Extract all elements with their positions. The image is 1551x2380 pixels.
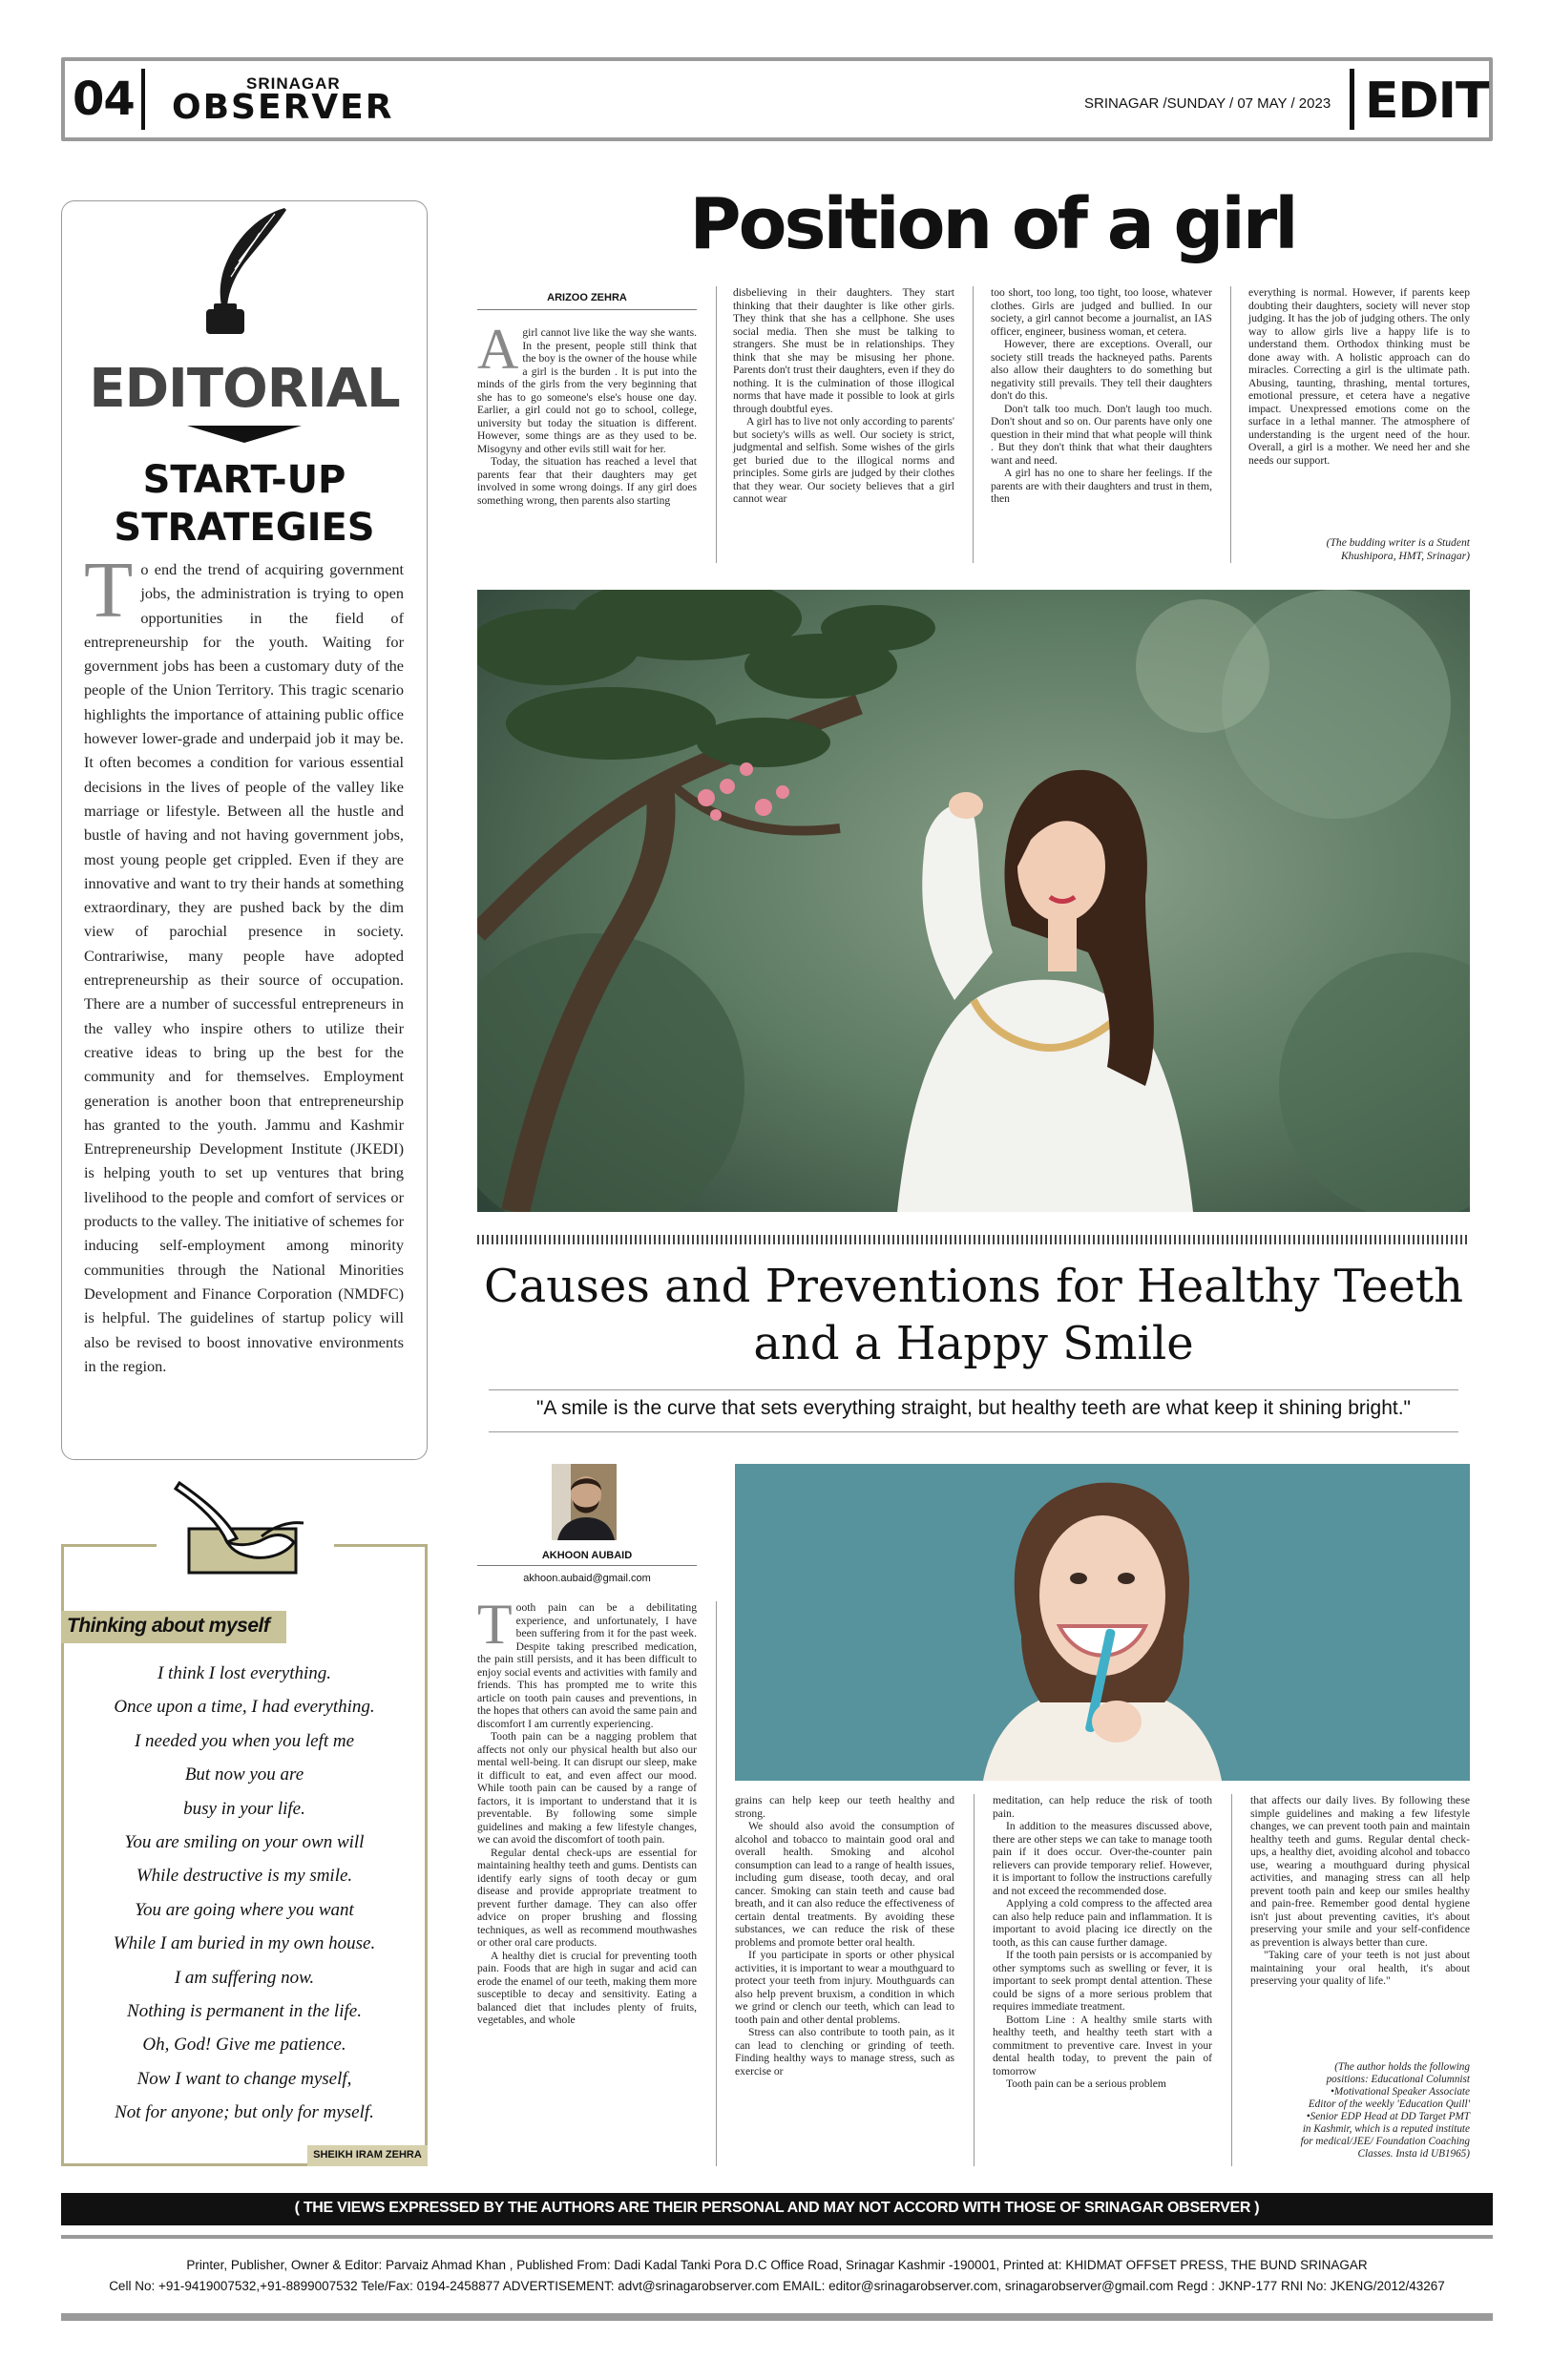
dateline: SRINAGAR /SUNDAY / 07 MAY / 2023 bbox=[1084, 95, 1331, 112]
girl-photo bbox=[477, 590, 1470, 1212]
poem-line: While destructive is my smile. bbox=[136, 1866, 353, 1887]
section-divider bbox=[477, 1235, 1470, 1244]
author-credit bbox=[1248, 536, 1470, 562]
article-headline: Position of a girl bbox=[689, 183, 1296, 265]
poem-title: Thinking about myself bbox=[67, 1615, 270, 1637]
poem-line: Nothing is permanent in the life. bbox=[127, 2001, 362, 2022]
column-rule bbox=[1230, 286, 1231, 563]
column-rule bbox=[716, 286, 717, 563]
paragraph: disbelieving in their daughters. They start thinking that their daughter is like other girls. They think that she has a cellphone. She uses social media. Then she must be talking to strangers. She must be in relationships. They think that she may be misusing her phone. Parents don't trust their daughters, even if they do nothing. It is the culmination of those illogical norms that have made it possible to look at girls through doubtful eyes. bbox=[733, 286, 954, 415]
pull-quote: "A smile is the curve that sets everything straight, but healthy teeth are what keep it shining bright." bbox=[535, 1397, 1412, 1419]
credit-line: positions: Educational Columnist bbox=[1326, 2074, 1470, 2085]
paragraph: If you participate in sports or other physical activities, it is important to wear a mouthguard to protect your teeth from injury. Mouthguards can also help prevent bruxism, a condition in which we grind or clench our teeth, which can lead to tooth pain and other dental problems. bbox=[735, 1949, 954, 2026]
column-rule bbox=[973, 286, 974, 563]
paragraph: Applying a cold compress to the affected area can also help reduce pain and inflammation. It is important to avoid placing ice directly on the tooth, as this can cause further damage. bbox=[993, 1897, 1212, 1949]
paragraph: Stress can also contribute to tooth pain, as it can lead to clenching or grinding of teeth. Finding healthy ways to manage stress, such as exercise or bbox=[735, 2026, 954, 2077]
byline-rule bbox=[477, 1565, 697, 1566]
article-headline bbox=[477, 1258, 1470, 1372]
poem-author: SHEIKH IRAM ZEHRA bbox=[313, 2149, 422, 2161]
girl-illustration bbox=[477, 590, 1470, 1212]
paragraph: grains can help keep our teeth healthy and strong. bbox=[735, 1794, 954, 1820]
byline: AKHOON AUBAID bbox=[541, 1550, 633, 1561]
credit-line: Khushipora, HMT, Srinagar) bbox=[1340, 549, 1470, 562]
editorial-text: o end the trend of acquiring government jobs, the administration is trying to open opportunities in the field of entrepreneurship for the youth. Waiting for government jobs has been a customary duty of the people of the Union Territory. This tragic scenario highlights the importance of attaining public office however lower-grade and underpaid job it may be. It often becomes a condition for various essential decisions in the lives of people of the valley like marriage or lifestyle. Between all the hustle and bustle of having and not having government jobs, most young people get crippled. Even if they are innovative and want to try their hands at something extraordinary, they are pushed back by the dim view of parochial presence in society. Contrariwise, many people have adopted entrepreneurship as their source of occupation. There are a number of successful entrepreneurs in the valley who inspire others to utilize their creative ideas to bring up the best for the community and for themselves. Employment generation is another boon that entrepreneurship has granted to the youth. Jammu and Kashmir Entrepreneurship Development Institute (JKEDI) is helping youth to set up ventures that bring livelihood to the people and comfort of services or products to the valley. The initiative of schemes for inducing self-employment among minority communities through the National Minorities Development and Finance Corporation (NMDFC) is helpful. The guidelines of startup policy will also be revised to boost innovative environments in the region. bbox=[84, 560, 404, 1375]
paragraph: Bottom Line : A healthy smile starts with healthy teeth, and healthy teeth start with a commitment to preventive care. Invest in your dental health today, to prevent the pain of tomorrow bbox=[993, 2013, 1212, 2077]
editorial-title-line: START-UP bbox=[142, 458, 346, 502]
paragraph: In addition to the measures discussed above, there are other steps we can take to manage tooth pain if it does occur. Over-the-counter pain relievers can provide temporary relief. However, it is important to follow the instructions carefully and not exceed the recommended dose. bbox=[993, 1820, 1212, 1897]
article-column bbox=[993, 1794, 1212, 2091]
column-rule bbox=[974, 1794, 975, 2166]
paragraph: everything is normal. However, if parents keep doubting their daughters, society will never stop judging. It has the job of judging others. The only way to allow girls live a happy life is to understand them. Orthodox thinking must be done away with. A holistic approach can do miracles. Correcting a girl is the ultimate path. Abusing, taunting, thrashing, mental tortures, emotional pressure, et cetera have a negative impact. Unexpressed emotions come on the surface in a lethal manner. The atmosphere of understanding is the urgent need of the hour. Overall, a girl is a mother. We need her and she needs our support. bbox=[1248, 286, 1470, 467]
paragraph: Tooth pain can be a nagging problem that affects not only our physical health but also our mental well-being. It can disrupt our sleep, make it difficult to eat, and even affect our mood. While tooth pain can be caused by a range of factors, it is important to understand that it is preventable. By following some simple guidelines and making a few lifestyle changes, we can avoid the discomfort of tooth pain. bbox=[477, 1730, 697, 1846]
editorial-title bbox=[61, 456, 428, 552]
poem-line: Oh, God! Give me patience. bbox=[142, 2035, 346, 2056]
avatar bbox=[552, 1464, 617, 1540]
poem-line: You are smiling on your own will bbox=[124, 1832, 365, 1853]
article-column bbox=[991, 286, 1212, 506]
footer-rule bbox=[61, 2235, 1493, 2239]
byline-rule bbox=[477, 309, 697, 310]
editorial-label: EDITORIAL bbox=[89, 358, 400, 420]
quill-ink-icon bbox=[172, 202, 305, 336]
down-arrow-icon bbox=[187, 422, 302, 445]
poem-line: Now I want to change myself, bbox=[136, 2068, 352, 2089]
article-column bbox=[735, 1794, 954, 2077]
article-column bbox=[477, 318, 697, 507]
column-rule bbox=[1231, 1794, 1232, 2166]
credit-line: for medical/JEE/ Foundation Coaching bbox=[1300, 2136, 1470, 2147]
poem-line: But now you are bbox=[184, 1764, 304, 1785]
section-label: EDIT bbox=[1365, 73, 1489, 130]
paragraph: ooth pain can be a debilitating experience, and unfortunately, I have been suffering from it for the past week. Despite taking prescribed medication, the pain still persists, and it has been difficult to enjoy social events and activities with family and friends. This has prompted me to write this article on tooth pain causes and preventions, in the hopes that others can avoid the same pain and discomfort I am currently experiencing. bbox=[477, 1601, 697, 1730]
masthead-divider bbox=[1350, 69, 1354, 130]
imprint-line: Printer, Publisher, Owner & Editor: Parvaiz Ahmad Khan , Published From: Dadi Kadal Tanki Pora D.C Office Road, Srinagar Kashmir -190001, Printed at: KHIDMAT OFFSET PRESS, THE BUND SRINAGAR bbox=[186, 2258, 1368, 2272]
headline-line: and a Happy Smile bbox=[753, 1317, 1194, 1370]
disclaimer-text: ( THE VIEWS EXPRESSED BY THE AUTHORS ARE THEIR PERSONAL AND MAY NOT ACCORD WITH THOSE OF SRINAGAR OBSERVER ) bbox=[294, 2200, 1260, 2216]
brand-top: SRINAGAR bbox=[246, 74, 341, 93]
paragraph: girl cannot live like the way she wants. In the present, people still think that the boy is the owner of the house while a girl is the burden . It is put into the minds of the girls from the very beginning that she has to go someone's else's house one day. Earlier, a girl could not go to school, college, university but today the situation is different. However, some things are as they used to be. Misogyny and other evils still wait for her. bbox=[477, 326, 697, 455]
drop-cap: T bbox=[84, 546, 134, 635]
credit-line: •Motivational Speaker Associate bbox=[1330, 2086, 1470, 2098]
credit-line: in Kashmir, which is a reputed institute bbox=[1302, 2123, 1470, 2135]
poem-line: You are going where you want bbox=[135, 1899, 354, 1920]
article-column bbox=[477, 1593, 697, 2027]
footer-rule bbox=[61, 2313, 1493, 2321]
paragraph: Tooth pain can be a serious problem bbox=[1006, 2077, 1166, 2090]
author-email[interactable]: akhoon.aubaid@gmail.com bbox=[523, 1573, 651, 1584]
paragraph: Regular dental check-ups are essential for maintaining healthy teeth and gums. Dentists can identify early signs of tooth decay or gum disease and provide appropriate treatment to prevent further damage. They can also offer advice on proper brushing and flossing techniques, as well as recommend mouthwashes or other oral care products. bbox=[477, 1846, 697, 1949]
poem-line: I think I lost everything. bbox=[157, 1663, 332, 1683]
poem-line: busy in your life. bbox=[183, 1798, 305, 1819]
paragraph: that affects our daily lives. By following these simple guidelines and making a few lifestyle changes, we can prevent tooth pain and maintain healthy teeth and gums. Regular dental check-ups, a healthy diet, avoiding alcohol and tobacco use, wearing a mouthguard during physical activities, and managing stress can all help prevent tooth pain and keep our smiles healthy and pain-free. Remember good dental hygiene isn't just about preventing cavities, it's about preserving your smile and your self-confidence as prevention is always better than cure. bbox=[1250, 1794, 1470, 1949]
paragraph: too short, too long, too tight, too loose, whatever clothes. Girls are judged and bullied. In our society, a girl cannot become a journalist, an IAS officer, engineer, business woman, et cetera. bbox=[991, 286, 1212, 338]
article-column bbox=[1248, 286, 1470, 467]
poem-frame-top bbox=[334, 1544, 428, 1547]
paragraph: However, there are exceptions. Overall, our society still treads the hackneyed paths. Parents also allow their daughters to do something but negativity still prevails. They tell their daughters don't do this. bbox=[991, 338, 1212, 402]
imprint-line: Cell No: +91-9419007532,+91-8899007532 Tele/Fax: 0194-2458877 ADVERTISEMENT: advt@srinagarobserver.com EMAIL: editor@srinagarobserver.com, srinagarobserver@gmail.com Regd : JKNP-177 RNI No: JKENG/2012/43267 bbox=[109, 2279, 1445, 2293]
poem-line: While I am buried in my own house. bbox=[113, 1933, 376, 1954]
credit-line: Editor of the weekly 'Education Quill' bbox=[1308, 2098, 1470, 2110]
poem-line: I am suffering now. bbox=[174, 1967, 315, 1988]
paragraph: Don't talk too much. Don't laugh too much. Don't shout and so on. Our parents have only one question in their mind that what people will think . But they don't think that what their daughters want and need. bbox=[991, 402, 1212, 467]
byline: ARIZOO ZEHRA bbox=[547, 292, 627, 303]
quote-rule bbox=[489, 1431, 1458, 1432]
column-rule bbox=[716, 1601, 717, 2166]
paragraph: If the tooth pain persists or is accompanied by other symptoms such as swelling or fever, it is important to seek prompt dental attention. These could be signs of a more serious problem that requires immediate treatment. bbox=[993, 1949, 1212, 2013]
poem-text bbox=[61, 1657, 428, 2130]
masthead-divider bbox=[141, 69, 145, 130]
paragraph: A girl has no one to share her feelings. If the parents are with their daughters and trust in them, then bbox=[991, 467, 1212, 505]
editorial-body bbox=[84, 546, 404, 1378]
poem-line: I needed you when you left me bbox=[134, 1730, 355, 1751]
credit-line: Classes. Insta id UB1965) bbox=[1357, 2148, 1470, 2160]
paragraph: Today, the situation has reached a level that parents fear that their daughters may get involved in some wrong doings. If any girl does something wrong, then parents also starting bbox=[477, 455, 697, 507]
page-number: 04 bbox=[73, 73, 135, 126]
author-photo bbox=[552, 1464, 617, 1540]
paragraph: A healthy diet is crucial for preventing tooth pain. Foods that are high in sugar and acid can erode the enamel of our teeth, making them more susceptible to decay and sensitivity. Eating a balanced diet that includes plenty of fruits, vegetables, and whole bbox=[477, 1949, 697, 2026]
article-column bbox=[733, 286, 954, 506]
author-credit bbox=[1250, 2061, 1470, 2161]
poem-line: Once upon a time, I had everything. bbox=[114, 1697, 375, 1718]
brand-logo: OBSERVER bbox=[172, 88, 394, 127]
paragraph: A girl has to live not only according to parents' but society's wills as well. Our society is strict, judgmental and selfish. Some wishes of the girls get buried due to the illogical norms and principles. Some girls are judged by their clothes that they wear. Our society believes that a girl cannot wear bbox=[733, 415, 954, 505]
credit-line: (The budding writer is a Student bbox=[1326, 536, 1470, 549]
article-column bbox=[1250, 1794, 1470, 1988]
smiling-woman-photo bbox=[735, 1464, 1470, 1781]
paragraph: "Taking care of your teeth is not just about maintaining your oral health, it's about preserving your quality of life." bbox=[1250, 1949, 1470, 1987]
writing-hand-icon bbox=[170, 1479, 313, 1584]
editorial-title-line: STRATEGIES bbox=[114, 506, 375, 550]
poem-frame-top bbox=[61, 1544, 157, 1547]
paragraph: We should also avoid the consumption of alcohol and tobacco to maintain good oral and overall health. Smoking and alcohol consumption can lead to a range of health issues, including gum disease, tooth decay, and oral cancer. Smoking can stain teeth and cause bad breath, and it can also reduce the effectiveness of certain dental treatments. By avoiding these substances, we can reduce the risk of these problems and promote better oral health. bbox=[735, 1820, 954, 1949]
smile-illustration bbox=[735, 1464, 1470, 1781]
credit-line: (The author holds the following bbox=[1334, 2061, 1470, 2073]
credit-line: •Senior EDP Head at DD Target PMT bbox=[1306, 2111, 1470, 2122]
headline-line: Causes and Preventions for Healthy Teeth bbox=[483, 1260, 1464, 1313]
poem-line: Not for anyone; but only for myself. bbox=[115, 2102, 374, 2123]
drop-cap: A bbox=[477, 318, 519, 381]
paragraph: meditation, can help reduce the risk of tooth pain. bbox=[993, 1794, 1212, 1820]
quote-rule bbox=[489, 1389, 1458, 1390]
drop-cap: T bbox=[477, 1593, 513, 1656]
